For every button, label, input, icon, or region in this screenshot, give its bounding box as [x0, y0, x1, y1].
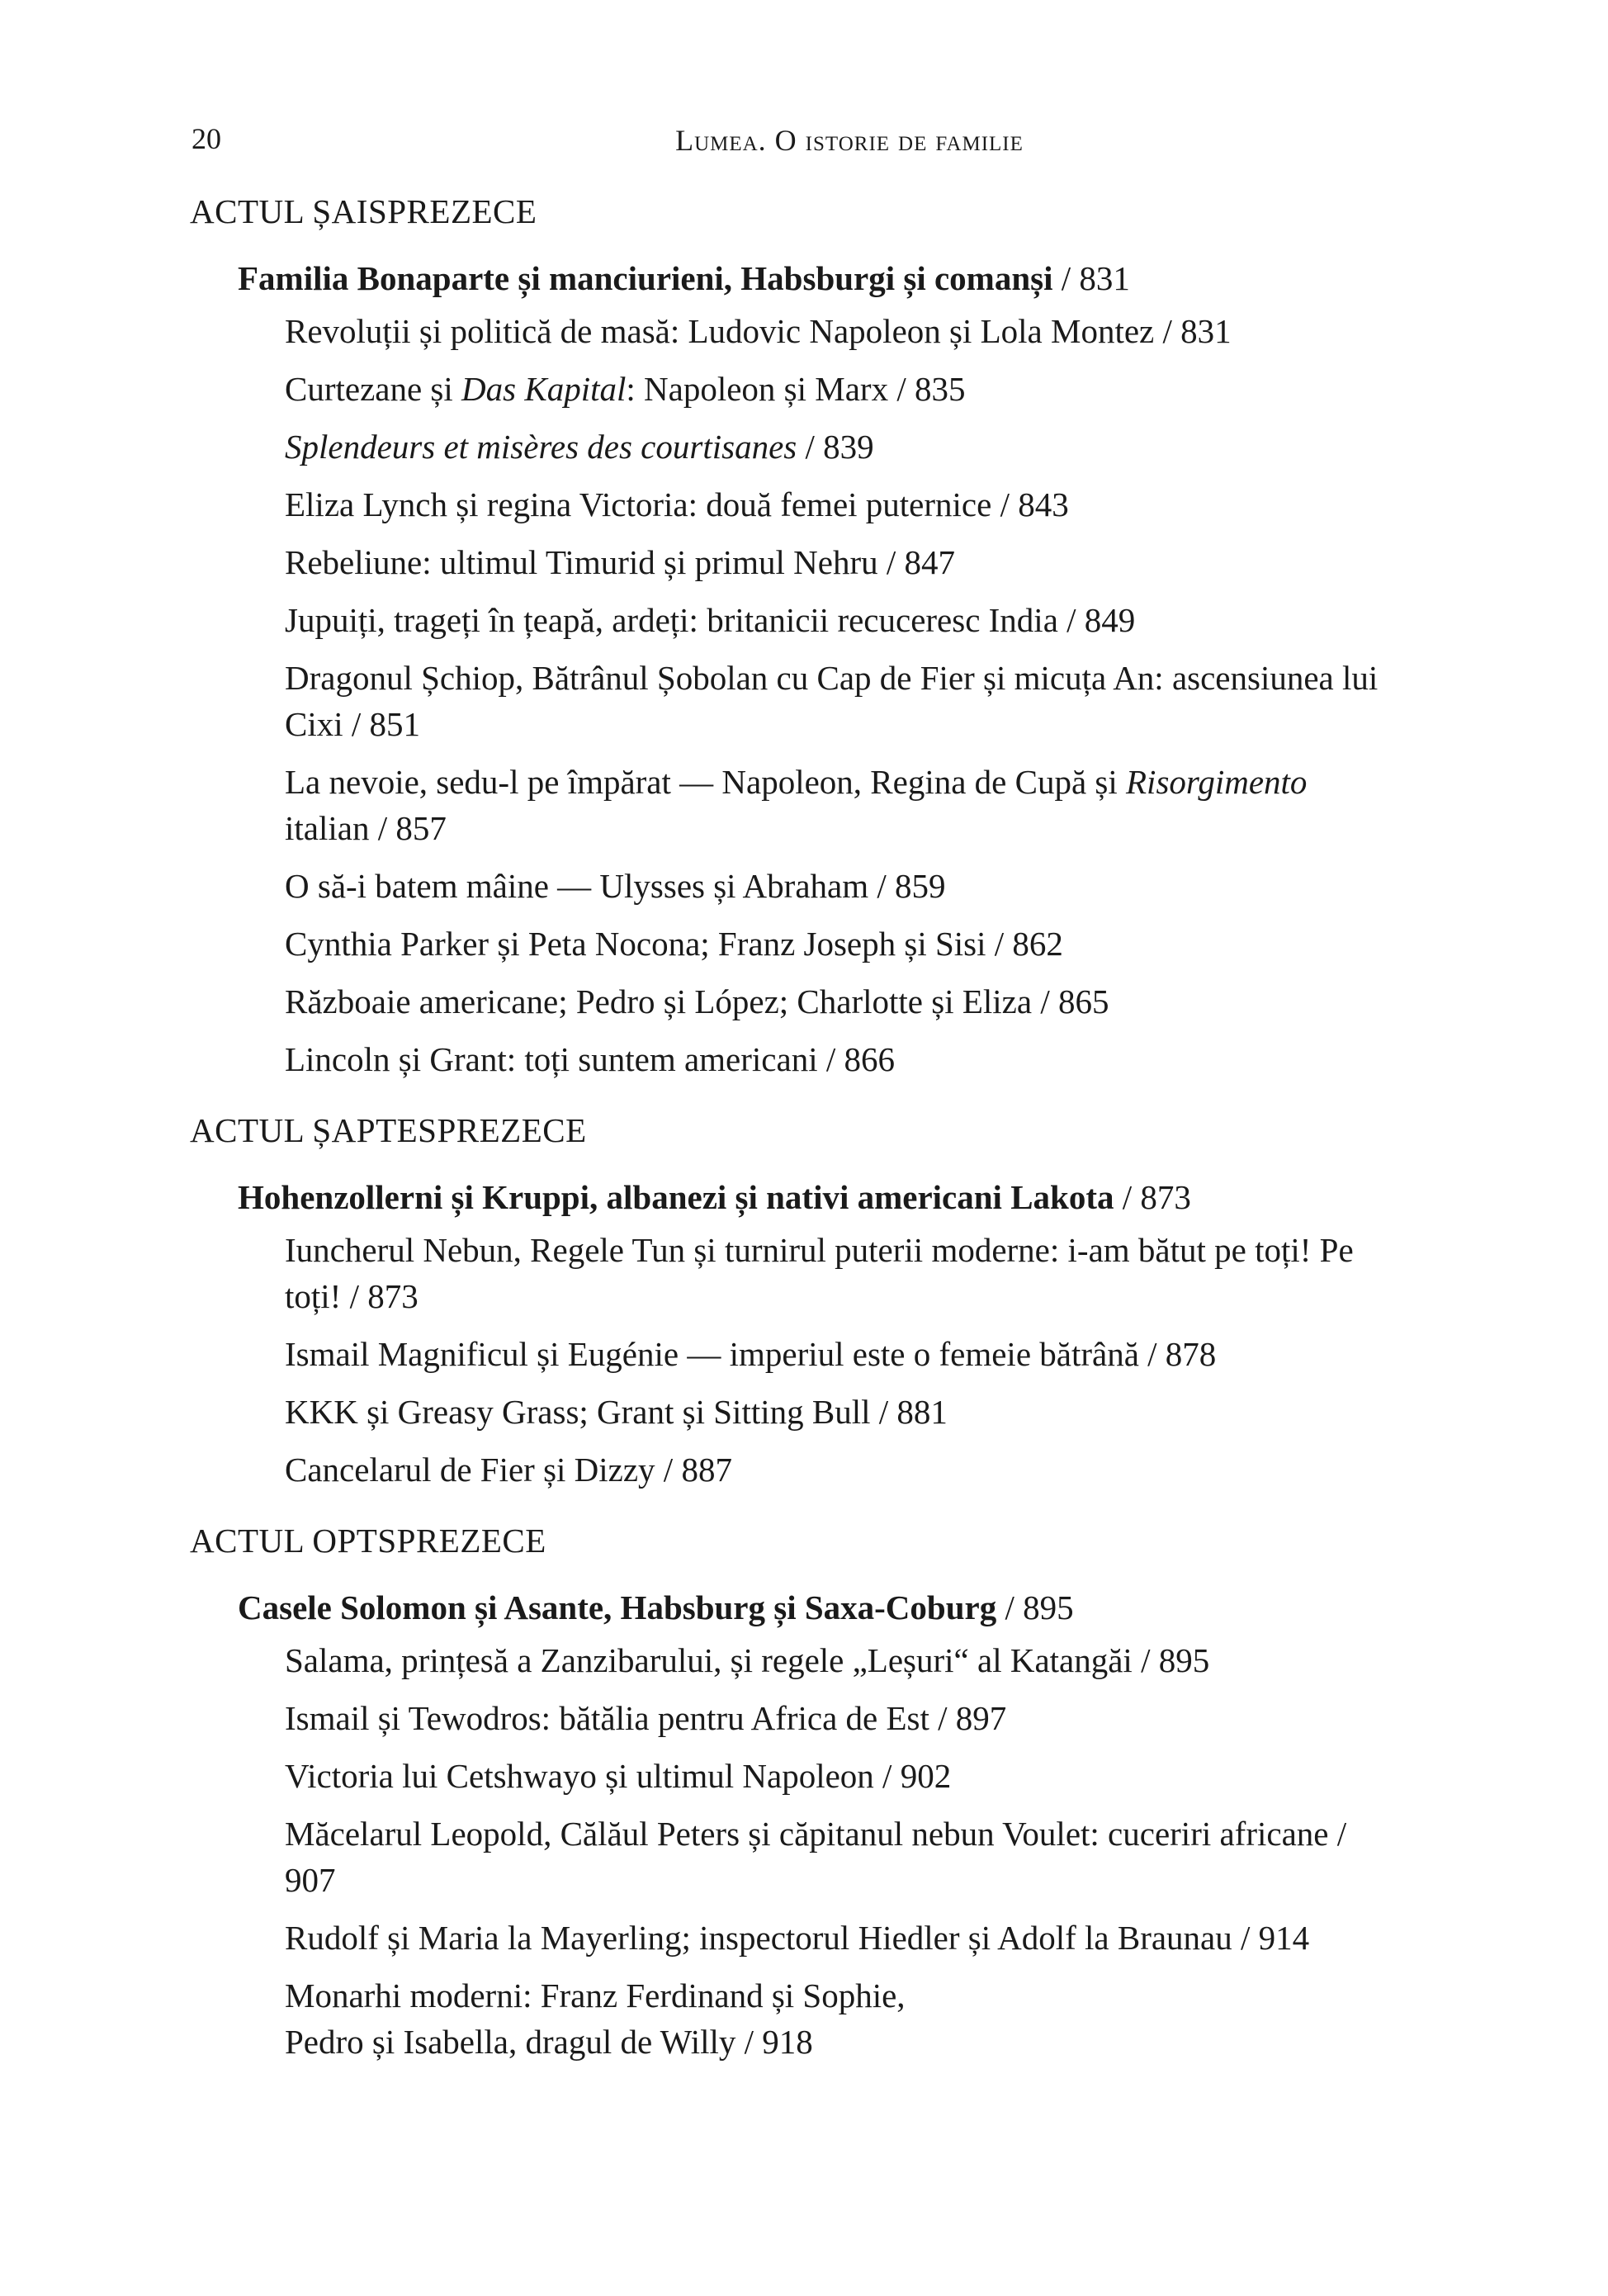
chapter-text: Cancelarul de Fier și Dizzy / 887 — [285, 1451, 732, 1489]
chapter-entry[interactable] — [285, 424, 1445, 470]
chapter-text: Dragonul Șchiop, Bătrânul Șobolan cu Cap de Fier și micuța An: ascensiunea lui Cixi / 851 — [285, 659, 1379, 743]
chapter-entry[interactable] — [285, 1036, 1445, 1082]
chapter-list — [285, 1637, 1445, 2065]
part-page-number: / 895 — [996, 1588, 1074, 1626]
act-section — [190, 1107, 1445, 1493]
chapter-text: KKK și Greasy Grass; Grant și Sitting Bull / 881 — [285, 1393, 948, 1431]
act-title: ACTUL OPTSPREZECE — [190, 1522, 546, 1560]
chapter-text: La nevoie, sedu-l pe împărat — Napoleon, Regina de Cupă și — [285, 763, 1127, 801]
act-title: ACTUL ȘAISPREZECE — [190, 192, 537, 230]
chapter-text-italic: Splendeurs et misères des courtisanes — [285, 428, 797, 466]
chapter-entry[interactable] — [285, 978, 1445, 1025]
chapter-entry[interactable] — [285, 921, 1445, 967]
chapter-entry[interactable] — [285, 308, 1445, 354]
chapter-text: Revoluții și politică de masă: Ludovic Napoleon și Lola Montez / 831 — [285, 312, 1232, 350]
chapter-text-italic: Risorgimento — [1126, 763, 1308, 801]
chapter-entry[interactable] — [285, 1695, 1445, 1741]
chapter-entry[interactable] — [285, 366, 1445, 412]
chapter-text: Războaie americane; Pedro și López; Charlotte și Eliza / 865 — [285, 982, 1109, 1020]
chapter-entry[interactable] — [285, 655, 1445, 747]
chapter-entry[interactable] — [285, 1972, 1445, 2065]
part-title[interactable] — [238, 255, 1445, 301]
table-of-contents — [190, 188, 1445, 2076]
chapter-text-italic: Das Kapital — [461, 370, 627, 408]
chapter-text: italian / 857 — [285, 809, 447, 847]
chapter-entry[interactable] — [285, 1637, 1445, 1683]
part-title[interactable] — [238, 1174, 1445, 1220]
act-section — [190, 1517, 1445, 2065]
part-page-number: / 831 — [1052, 259, 1130, 297]
page-number: 20 — [192, 122, 221, 155]
chapter-text: Ismail Magnificul și Eugénie — imperiul este o femeie bătrână / 878 — [285, 1335, 1217, 1373]
part-page-number: / 873 — [1114, 1178, 1191, 1216]
chapter-text: Eliza Lynch și regina Victoria: două femei puternice / 843 — [285, 485, 1069, 523]
chapter-entry[interactable] — [285, 1227, 1445, 1319]
chapter-text: Monarhi moderni: Franz Ferdinand și Sophie, — [285, 1976, 906, 2014]
part-title[interactable] — [238, 1584, 1445, 1631]
act-title: ACTUL ȘAPTESPREZECE — [190, 1111, 587, 1149]
act-section — [190, 188, 1445, 1082]
chapter-entry[interactable] — [285, 1915, 1445, 1961]
chapter-text: / 839 — [797, 428, 874, 466]
chapter-entry[interactable] — [285, 1389, 1445, 1435]
chapter-text: Rudolf și Maria la Mayerling; inspectorul Hiedler și Adolf la Braunau / 914 — [285, 1919, 1310, 1957]
chapter-text: Pedro și Isabella, dragul de Willy / 918 — [285, 2023, 813, 2061]
chapter-text: Curtezane și — [285, 370, 462, 408]
chapter-entry[interactable] — [285, 863, 1445, 909]
chapter-text: Lincoln și Grant: toți suntem americani / 866 — [285, 1040, 895, 1078]
chapter-text: O să-i batem mâine — Ulysses și Abraham / 859 — [285, 867, 946, 905]
chapter-list — [285, 308, 1445, 1082]
chapter-text: Salama, prințesă a Zanzibarului, și regele „Leșuri“ al Katangăi / 895 — [285, 1641, 1210, 1679]
chapter-text: Iuncherul Nebun, Regele Tun și turnirul puterii moderne: i-am bătut pe toți! Pe toți! / 873 — [285, 1231, 1354, 1315]
chapter-entry[interactable] — [285, 481, 1445, 528]
part-name: Casele Solomon și Asante, Habsburg și Saxa-Coburg — [238, 1588, 997, 1626]
chapter-text: Jupuiți, trageți în țeapă, ardeți: britanicii recuceresc India / 849 — [285, 601, 1136, 639]
part-name: Familia Bonaparte și manciurieni, Habsburgi și comanși — [238, 259, 1053, 297]
chapter-text: Cynthia Parker și Peta Nocona; Franz Joseph și Sisi / 862 — [285, 925, 1063, 963]
chapter-list — [285, 1227, 1445, 1493]
chapter-text: Rebeliune: ultimul Timurid și primul Nehru / 847 — [285, 543, 956, 581]
chapter-text: Ismail și Tewodros: bătălia pentru Africa de Est / 897 — [285, 1699, 1007, 1737]
chapter-entry[interactable] — [285, 1811, 1445, 1903]
chapter-entry[interactable] — [285, 539, 1445, 585]
chapter-entry[interactable] — [285, 1753, 1445, 1799]
chapter-text: Măcelarul Leopold, Călăul Peters și căpitanul nebun Voulet: cuceriri africane / 907 — [285, 1815, 1347, 1899]
chapter-entry[interactable] — [285, 759, 1445, 851]
part-name: Hohenzollerni și Kruppi, albanezi și nativi americani Lakota — [238, 1178, 1114, 1216]
chapter-entry[interactable] — [285, 1331, 1445, 1377]
chapter-text: Victoria lui Cetshwayo și ultimul Napoleon / 902 — [285, 1757, 952, 1795]
running-header: Lumea. O istorie de familie — [675, 124, 1024, 157]
chapter-entry[interactable] — [285, 597, 1445, 643]
chapter-text: : Napoleon și Marx / 835 — [626, 370, 966, 408]
chapter-entry[interactable] — [285, 1446, 1445, 1493]
